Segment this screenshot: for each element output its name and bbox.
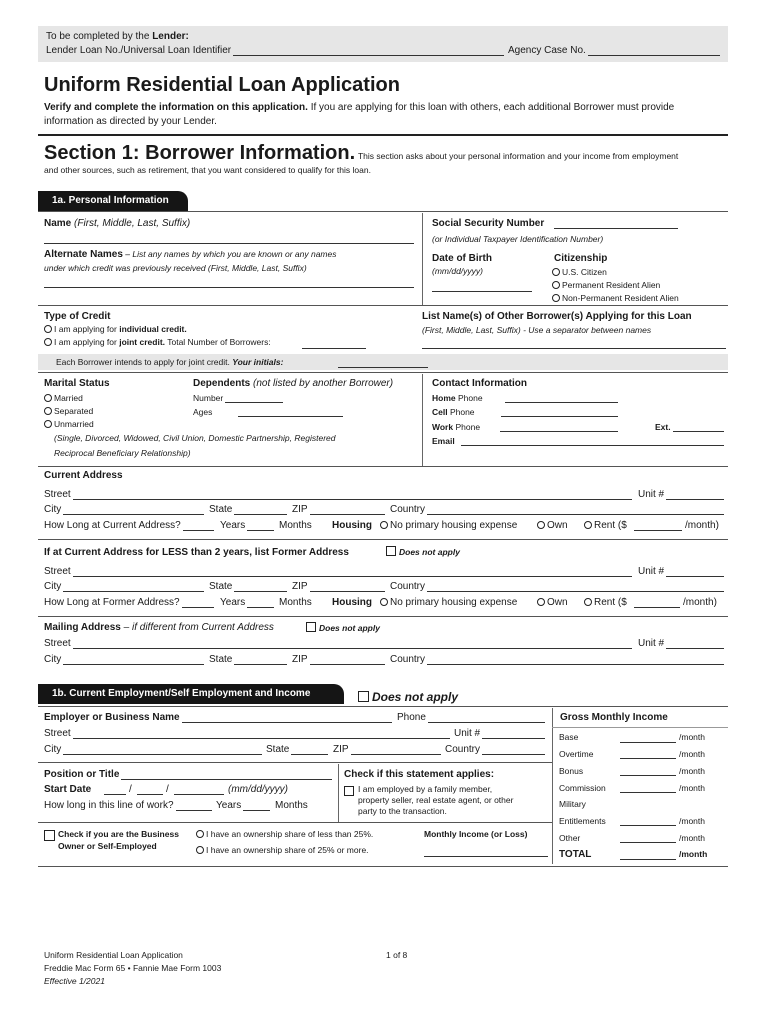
former-housing-label: Housing (332, 597, 372, 608)
email-label: Email (432, 436, 455, 446)
former-zip-label: ZIP (292, 581, 308, 592)
joint-intent (56, 357, 283, 367)
line-years-label: Years (216, 800, 242, 811)
former-zip-field[interactable] (292, 581, 387, 592)
dependents-group (193, 378, 393, 389)
home-phone-rest: Phone (455, 393, 483, 403)
current-zip-field[interactable] (292, 504, 387, 515)
radio-icon[interactable] (380, 598, 388, 606)
checkbox-icon[interactable] (44, 830, 55, 841)
mailing-zip-field[interactable] (292, 654, 387, 665)
current-own[interactable] (537, 520, 568, 531)
gross-other-input[interactable] (620, 842, 676, 843)
former-street-label: Street (44, 566, 71, 577)
share-less-label: I have an ownership share of less than 25%. (206, 829, 374, 839)
title-divider (38, 134, 728, 136)
share-less-radio[interactable] (196, 829, 373, 839)
other-borrowers-hint: (First, Middle, Last, Suffix) - Use a separator between names (422, 325, 652, 335)
business-owner-text (58, 828, 179, 852)
radio-icon[interactable] (380, 521, 388, 529)
gross-entitlements-input[interactable] (620, 825, 676, 826)
radio-icon[interactable] (196, 846, 204, 854)
check-statement-label: Check if this statement applies: (344, 769, 495, 780)
divider-income (552, 708, 553, 864)
current-state-label: State (209, 504, 233, 515)
former-city-label: City (44, 581, 62, 592)
name-hint: (First, Middle, Last, Suffix) (74, 218, 191, 229)
ext-field[interactable] (655, 422, 726, 432)
former-does-not-apply[interactable] (386, 546, 460, 557)
radio-icon[interactable] (537, 598, 545, 606)
gross-military-label: Military (559, 799, 586, 809)
radio-icon[interactable] (44, 407, 52, 415)
alt-names-hint: – List any names by which you are known or any names (122, 249, 337, 259)
mailing-city-label: City (44, 654, 62, 665)
radio-icon[interactable] (552, 281, 560, 289)
employer-city-field[interactable] (44, 744, 264, 755)
gross-bonus-input[interactable] (620, 775, 676, 776)
start-month-input[interactable] (104, 794, 126, 795)
employer-street-field[interactable] (44, 728, 452, 739)
current-years-field[interactable] (220, 520, 276, 531)
current-city-field[interactable] (44, 504, 206, 515)
gross-commission-label: Commission (559, 783, 606, 793)
employment-does-not-apply[interactable] (358, 690, 458, 704)
former-unit-field[interactable] (638, 566, 726, 577)
mailing-address-group (44, 622, 274, 633)
rule-5 (38, 616, 728, 617)
rule-8 (38, 866, 728, 867)
dob-label: Date of Birth (432, 253, 492, 264)
current-rent-input[interactable] (634, 530, 682, 531)
section1-desc1: This section asks about your personal information and your income from employment (357, 151, 679, 161)
current-unit-field[interactable] (638, 489, 726, 500)
cell-phone-field[interactable] (432, 407, 620, 417)
current-months-label: Months (279, 520, 312, 531)
former-does-not-apply-label: Does not apply (399, 547, 460, 557)
dependents-label: Dependents (193, 378, 251, 389)
employer-city-label: City (44, 744, 62, 755)
total-borrowers-input[interactable] (302, 348, 366, 349)
type-credit-label: Type of Credit (44, 311, 111, 322)
current-zip-label: ZIP (292, 504, 308, 515)
mailing-street-label: Street (44, 638, 71, 649)
gross-bonus-label: Bonus (559, 766, 584, 776)
start-day-input[interactable] (137, 794, 163, 795)
checkbox-icon[interactable] (386, 546, 396, 556)
gross-bonus-month: /month (679, 766, 705, 776)
dependents-hint: (not listed by another Borrower) (253, 378, 394, 389)
work-phone-field[interactable] (432, 422, 620, 432)
position-field[interactable] (44, 769, 334, 780)
start-year-input[interactable] (174, 794, 224, 795)
employer-name-field[interactable] (44, 712, 394, 723)
gross-income-label: Gross Monthly Income (560, 712, 668, 723)
line-months-label: Months (275, 800, 308, 811)
divider-statement (338, 764, 339, 822)
statement-line3: party to the transaction. (358, 806, 447, 816)
citizenship-us-label: U.S. Citizen (562, 267, 607, 277)
citizenship-permanent-label: Permanent Resident Alien (562, 280, 661, 290)
gross-other-month: /month (679, 833, 705, 843)
tab-1a-rule (38, 211, 728, 212)
citizenship-us[interactable] (552, 267, 607, 277)
checkbox-icon[interactable] (358, 691, 369, 702)
checkbox-icon[interactable] (306, 622, 316, 632)
employer-phone-label: Phone (397, 712, 426, 723)
former-country-field[interactable] (390, 581, 726, 592)
marital-separated[interactable] (44, 406, 93, 416)
former-state-label: State (209, 581, 233, 592)
former-state-field[interactable] (209, 581, 289, 592)
employer-unit-label: Unit # (454, 728, 481, 739)
footer-line3: Effective 1/2021 (44, 976, 105, 986)
rule-2 (38, 372, 728, 373)
gross-entitlements-month: /month (679, 816, 705, 826)
family-employment-checkbox[interactable] (344, 786, 357, 798)
agency-case-label: Agency Case No. (508, 45, 586, 56)
mailing-state-label: State (209, 654, 233, 665)
ssn-label: Social Security Number (432, 218, 545, 229)
lender-loan-no-label: Lender Loan No./Universal Loan Identifier (46, 45, 232, 56)
mailing-label: Mailing Address (44, 622, 121, 633)
statement-line1: I am employed by a family member, (358, 784, 493, 794)
gross-total-month: /month (679, 849, 708, 859)
work-phone-rest: Phone (453, 422, 481, 432)
gross-commission-month: /month (679, 783, 705, 793)
mailing-street-field[interactable] (44, 638, 634, 649)
share-more-radio[interactable] (196, 845, 369, 855)
business-owner-checkbox[interactable] (44, 830, 58, 843)
former-no-housing-label: No primary housing expense (390, 597, 518, 608)
dependents-number-label: Number (193, 393, 224, 403)
gross-base-label: Base (559, 732, 579, 742)
divider-contact (422, 374, 423, 466)
rule-6 (38, 762, 552, 763)
gross-total-label: TOTAL (559, 849, 592, 860)
credit-opt2-bold: joint credit. (119, 337, 166, 347)
home-phone-field[interactable] (432, 393, 620, 403)
footer-page-number: 1 of 8 (386, 950, 408, 960)
how-long-former-field[interactable] (44, 597, 216, 608)
ssn-field[interactable] (432, 218, 680, 229)
mailing-hint: – if different from Current Address (120, 622, 274, 633)
credit-opt2-post: Total Number of Borrowers: (165, 337, 271, 347)
how-long-current-field[interactable] (44, 520, 216, 531)
mailing-unit-label: Unit # (638, 638, 665, 649)
current-country-field[interactable] (390, 504, 726, 515)
rule-3 (38, 466, 728, 467)
business-owner-line1: Check if you are the Business (58, 829, 179, 839)
dependents-ages-label: Ages (193, 407, 213, 417)
joint-initials-input[interactable] (338, 367, 428, 368)
citizenship-nonpermanent[interactable] (552, 293, 679, 303)
joint-intent-text: Each Borrower intends to apply for joint credit. (56, 357, 230, 367)
radio-icon[interactable] (552, 268, 560, 276)
intro-line2: information as directed by your Lender. (44, 116, 217, 127)
monthly-income-input[interactable] (424, 856, 548, 857)
dependents-number-field[interactable] (193, 393, 285, 403)
share-more-label: I have an ownership share of 25% or more. (206, 845, 369, 855)
current-own-label: Own (547, 520, 568, 531)
employer-phone-field[interactable] (397, 712, 547, 723)
former-no-housing[interactable] (380, 597, 517, 608)
line-years-field[interactable] (216, 800, 272, 811)
mailing-does-not-apply-label: Does not apply (319, 623, 380, 633)
footer-line2: Freddie Mac Form 65 • Fannie Mae Form 1003 (44, 963, 222, 973)
former-country-label: Country (390, 581, 426, 592)
home-phone-bold: Home (432, 393, 456, 403)
mailing-unit-field[interactable] (638, 638, 726, 649)
gross-total-input[interactable] (620, 859, 676, 860)
employer-state-label: State (266, 744, 290, 755)
email-field[interactable] (432, 436, 726, 446)
page-title: Uniform Residential Loan Application (44, 74, 400, 96)
alt-names-group (44, 249, 336, 260)
marital-married[interactable] (44, 393, 83, 403)
current-housing-label: Housing (332, 520, 372, 531)
intro-rest: If you are applying for this loan with others, each additional Borrower must provide (307, 102, 675, 113)
gross-entitlements-label: Entitlements (559, 816, 606, 826)
start-date-hint: (mm/dd/yyyy) (228, 784, 288, 795)
ssn-hint: (or Individual Taxpayer Identification Number) (432, 234, 604, 244)
gross-overtime-input[interactable] (620, 758, 676, 759)
marital-note1: (Single, Divorced, Widowed, Civil Union, Domestic Partnership, Registered (54, 433, 336, 443)
dob-input[interactable] (432, 291, 532, 292)
radio-icon[interactable] (196, 830, 204, 838)
employer-unit-field[interactable] (454, 728, 547, 739)
gross-base-input[interactable] (620, 742, 676, 743)
former-rent-label: Rent ($ (594, 597, 627, 608)
employer-zip-label: ZIP (333, 744, 349, 755)
mailing-city-field[interactable] (44, 654, 206, 665)
former-address-label: If at Current Address for LESS than 2 years, list Former Address (44, 547, 349, 558)
former-per-month: /month) (683, 597, 717, 608)
position-label: Position or Title (44, 769, 120, 780)
mailing-zip-label: ZIP (292, 654, 308, 665)
current-no-housing[interactable] (380, 520, 517, 531)
gross-rule (552, 727, 728, 728)
credit-opt1-bold: individual credit. (119, 324, 187, 334)
former-rent[interactable] (584, 597, 627, 608)
radio-icon[interactable] (537, 521, 545, 529)
statement-line2: property seller, real estate agent, or other (358, 795, 514, 805)
cell-phone-bold: Cell (432, 407, 448, 417)
dob-hint: (mm/dd/yyyy) (432, 266, 483, 276)
current-address-label: Current Address (44, 470, 123, 481)
current-unit-label: Unit # (638, 489, 665, 500)
employer-label: Employer or Business Name (44, 712, 180, 723)
tab-1b-employment: 1b. Current Employment/Self Employment and Income (38, 684, 344, 704)
other-borrowers-input[interactable] (422, 348, 726, 349)
radio-icon[interactable] (584, 598, 592, 606)
how-long-current-label: How Long at Current Address? (44, 520, 181, 531)
employer-country-label: Country (445, 744, 481, 755)
section1-desc2: and other sources, such as retirement, that you want considered to qualify for this loan. (44, 165, 371, 175)
name-input[interactable] (44, 243, 414, 244)
current-street-field[interactable] (44, 489, 634, 500)
name-label: Name (44, 218, 72, 229)
former-own-label: Own (547, 597, 568, 608)
tab-1b-rule (38, 706, 728, 707)
section1-heading (44, 142, 678, 165)
how-long-line-label: How long in this line of work? (44, 800, 174, 811)
citizenship-nonpermanent-label: Non-Permanent Resident Alien (562, 293, 679, 303)
gross-overtime-month: /month (679, 749, 705, 759)
credit-opt2-pre: I am applying for (54, 337, 120, 347)
agency-case-field[interactable] (508, 45, 722, 56)
gross-commission-input[interactable] (620, 792, 676, 793)
employer-street-label: Street (44, 728, 71, 739)
rule-4 (38, 539, 728, 540)
name-label-group (44, 218, 190, 229)
citizenship-permanent[interactable] (552, 280, 660, 290)
mailing-country-field[interactable] (390, 654, 726, 665)
rule-1 (38, 305, 728, 306)
former-years-field[interactable] (220, 597, 276, 608)
how-long-former-label: How Long at Former Address? (44, 597, 180, 608)
current-country-label: Country (390, 504, 426, 515)
work-phone-bold: Work (432, 422, 454, 432)
former-unit-label: Unit # (638, 566, 665, 577)
current-state-field[interactable] (209, 504, 289, 515)
current-rent-label: Rent ($ (594, 520, 627, 531)
current-city-label: City (44, 504, 62, 515)
marital-separated-label: Separated (54, 406, 94, 416)
employer-country-field[interactable] (445, 744, 547, 755)
monthly-income-label: Monthly Income (or Loss) (424, 829, 528, 839)
alt-names-label: Alternate Names (44, 249, 123, 260)
former-city-field[interactable] (44, 581, 206, 592)
gross-other-label: Other (559, 833, 581, 843)
other-borrowers-label: List Name(s) of Other Borrower(s) Applying for this Loan (422, 311, 692, 322)
ext-label: Ext. (655, 422, 671, 432)
former-years-label: Years (220, 597, 246, 608)
marital-label: Marital Status (44, 378, 110, 389)
credit-opt1-pre: I am applying for (54, 324, 120, 334)
radio-icon[interactable] (44, 325, 52, 333)
current-street-label: Street (44, 489, 71, 500)
alt-names-input[interactable] (44, 287, 414, 288)
lender-box-heading (46, 31, 189, 42)
business-owner-line2: Owner or Self-Employed (58, 841, 157, 851)
marital-married-label: Married (54, 393, 83, 403)
divider-1a-top (422, 213, 423, 305)
former-rent-input[interactable] (634, 607, 680, 608)
gross-overtime-label: Overtime (559, 749, 594, 759)
start-date-label: Start Date (44, 784, 92, 795)
start-date-group[interactable] (44, 784, 91, 795)
how-long-line-field[interactable] (44, 800, 214, 811)
alt-names-hint2: under which credit was previously received (First, Middle, Last, Suffix) (44, 263, 307, 273)
employment-does-not-apply-label: Does not apply (372, 690, 459, 704)
tab-1a-personal-information: 1a. Personal Information (38, 191, 188, 211)
radio-icon[interactable] (584, 521, 592, 529)
current-per-month: /month) (685, 520, 719, 531)
marital-unmarried[interactable] (44, 419, 94, 429)
cell-phone-rest: Phone (447, 407, 475, 417)
former-own[interactable] (537, 597, 568, 608)
marital-note2: Reciprocal Beneficiary Relationship) (54, 448, 191, 458)
section1-title: Section 1: Borrower Information. (44, 142, 356, 164)
lender-loan-no-field[interactable] (46, 45, 506, 56)
gross-base-month: /month (679, 732, 705, 742)
dependents-ages-field[interactable] (193, 407, 345, 417)
radio-icon[interactable] (44, 420, 52, 428)
footer-line1: Uniform Residential Loan Application (44, 950, 183, 960)
radio-icon[interactable] (44, 394, 52, 402)
lender-bold: Lender: (152, 31, 189, 42)
citizenship-label: Citizenship (554, 253, 608, 264)
mailing-state-field[interactable] (209, 654, 289, 665)
former-street-field[interactable] (44, 566, 634, 577)
current-no-housing-label: No primary housing expense (390, 520, 518, 531)
employer-zip-field[interactable] (333, 744, 443, 755)
intro-bold: Verify and complete the information on this application. (44, 102, 308, 113)
radio-icon[interactable] (552, 294, 560, 302)
employer-state-field[interactable] (266, 744, 330, 755)
credit-joint[interactable] (44, 337, 271, 347)
lender-prefix: To be completed by the (46, 31, 150, 42)
rule-7 (38, 822, 552, 823)
statement-text (358, 784, 513, 817)
current-years-label: Years (220, 520, 246, 531)
mailing-country-label: Country (390, 654, 426, 665)
current-rent[interactable] (584, 520, 627, 531)
contact-label: Contact Information (432, 378, 527, 389)
marital-unmarried-label: Unmarried (54, 419, 94, 429)
intro-text (44, 102, 674, 113)
mailing-does-not-apply[interactable] (306, 622, 380, 633)
radio-icon[interactable] (44, 338, 52, 346)
credit-individual[interactable] (44, 324, 187, 334)
checkbox-icon[interactable] (344, 786, 354, 796)
joint-initials-label: Your initials: (232, 357, 284, 367)
former-months-label: Months (279, 597, 312, 608)
